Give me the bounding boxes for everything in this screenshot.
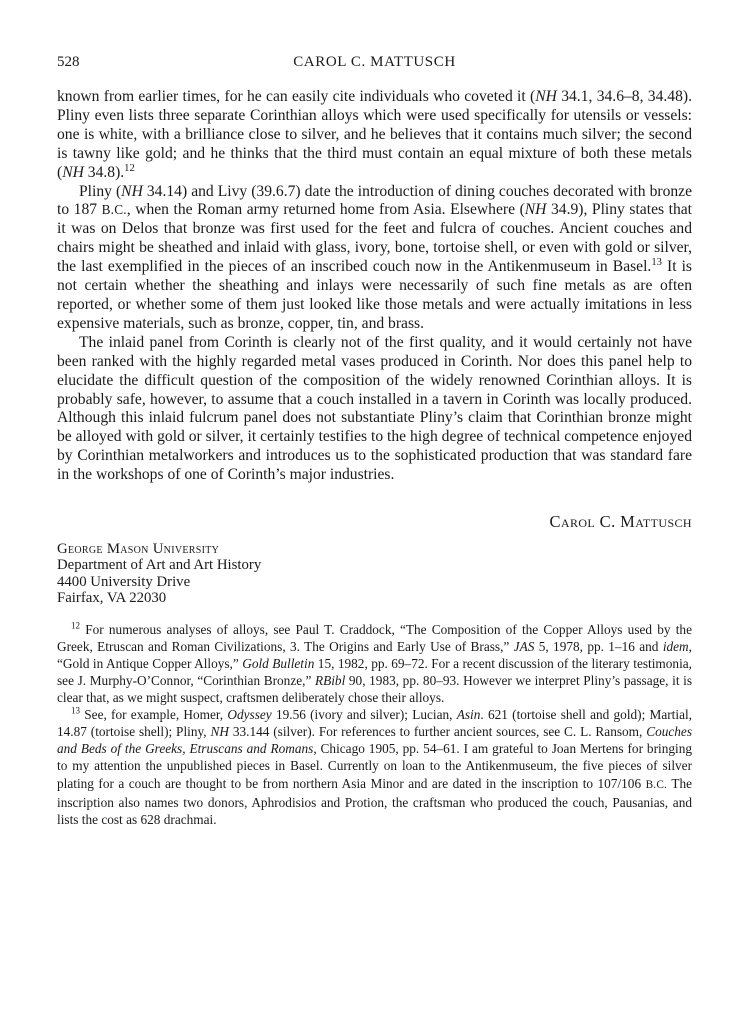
- text-run: idem: [662, 638, 689, 654]
- text-run: , when the Roman army returned home from Asia. Elsewhere (: [126, 201, 525, 219]
- body-paragraph-1: [57, 88, 692, 183]
- footnote-marker: 12: [71, 620, 81, 631]
- footnote-marker: 13: [651, 256, 662, 268]
- text-run: 90, 1983, pp. 80–93. However we interpret Pliny’s passage, it is clear that, as we might suspect, craftsmen deliberately chose their alloys.: [57, 672, 693, 706]
- text-run: For numerous analyses of alloys, see Paul T. Craddock, “The Composition of the Copper Alloys used by the Greek, Etruscan and Roman Civilizations, 3. The Origins and Early Use of Brass,”: [57, 621, 692, 654]
- text-run: See, for example, Homer,: [80, 707, 228, 723]
- text-run: 34.8).: [83, 163, 125, 181]
- text-run: Pliny (: [79, 182, 122, 200]
- text-run: 5, 1978, pp. 1–16 and: [534, 638, 663, 654]
- body-paragraph-3: [57, 334, 692, 485]
- text-run: 34.1, 34.6–8, 34.48). Pliny even lists three separate Corinthian alloys which were used specifically for utensils or vessels: one is white, with a brilliance close to silver, and he believes that it contains much silver; the second is tawny like gold; and he thinks that the third must contain an equal mixture of both these metals (: [57, 88, 692, 181]
- text-run: Gold Bulletin: [242, 655, 315, 671]
- text-run: , “Gold in Antique Copper Alloys,”: [57, 638, 692, 671]
- article-body: [57, 88, 692, 485]
- text-run: NH: [121, 182, 143, 200]
- text-run: 34.14) and Livy (39.6.7) date the introduction of dining couches decorated with bronze to 187: [57, 182, 693, 219]
- affiliation-institution: George Mason University: [57, 541, 220, 558]
- text-run: known from earlier times, for he can easily cite individuals who coveted it (: [57, 88, 536, 105]
- text-run: NH: [535, 88, 557, 105]
- text-run: , Chicago 1905, pp. 54–61. I am grateful to Joan Mertens for bringing to my attention the unpublished pieces in Basel. Currently on loan to the Antikenmuseum, the five pieces of silver plating for a couch are thought to be from northern Asia Minor and are dated in the inscription to 107/106: [57, 741, 692, 791]
- text-run: 33.144 (silver). For references to further ancient sources, see C. L. Ransom,: [228, 724, 647, 740]
- affiliation-city: Fairfax, VA 22030: [57, 590, 167, 607]
- affiliation-street: 4400 University Drive: [57, 573, 191, 590]
- text-run: JAS: [513, 638, 535, 654]
- affiliation-department: Department of Art and Art History: [57, 557, 262, 574]
- footnotes-section: [57, 621, 692, 828]
- text-run: 34.9), Pliny states that it was on Delos that bronze was first used for the feet and fulcra of couches. Ancient couches and chairs might be sheathed and inlaid with glass, ivory, bone, tortoise shell, or even with gold or silver, the last exemplified in the pieces of an inscribed couch now in the Antikenmuseum in Basel.: [57, 201, 692, 276]
- affiliation-block: [57, 541, 692, 607]
- text-run: Couches and Beds of the Greeks, Etruscans and Romans: [57, 724, 692, 757]
- text-run: The inlaid panel from Corinth is clearly not of the first quality, and it would certainly not have been ranked with the highly regarded metal vases produced in Corinth. Nor does this panel help to elucidate the difficult question of the composition of the widely renowned Corinthian alloys. It is probably safe, however, to assume that a couch installed in a tavern in Corinth was locally produced. Although this inlaid fulcrum panel does not substantiate Pliny’s claim that Corinthian bronze might be alloyed with gold or silver, it certainly testifies to the high degree of technical competence enjoyed by Corinthian metalworkers and introduces us to the sophisticated production that was standard fare in the workshops of one of Corinth’s major industries.: [57, 333, 692, 484]
- text-run: Asin: [456, 707, 481, 723]
- text-run: NH: [62, 163, 84, 181]
- page-header: [57, 54, 692, 73]
- footnote-marker: 13: [71, 705, 81, 716]
- page-number: 528: [57, 54, 80, 70]
- text-run: 15, 1982, pp. 69–72. For a recent discussion of the literary testimonia, see J. Murphy-O’Connor, “Corinthian Bronze,”: [57, 655, 692, 688]
- text-run: NH: [210, 724, 229, 740]
- text-run: RBibl: [314, 672, 346, 688]
- footnote-12: [57, 621, 692, 706]
- text-run: B.C.: [645, 778, 668, 791]
- text-run: . 621 (tortoise shell and gold); Martial, 14.87 (tortoise shell); Pliny,: [57, 707, 692, 740]
- text-run: B.C.: [101, 202, 127, 218]
- text-run: Odyssey: [227, 707, 272, 723]
- text-run: It is not certain whether the sheathing and inlays were necessarily of such fine metals as are often reported, or whether some of them just looked like those metals and were actually imitations in less expensive materials, such as bronze, copper, tin, and brass.: [57, 258, 692, 332]
- running-head: CAROL C. MATTUSCH: [293, 54, 456, 70]
- footnote-marker: 12: [124, 162, 135, 174]
- text-run: NH: [524, 201, 547, 219]
- text-run: 19.56 (ivory and silver); Lucian,: [271, 707, 457, 723]
- body-paragraph-2: [57, 183, 692, 334]
- footnote-13: [57, 706, 692, 828]
- author-signature: Carol C. Mattusch: [549, 512, 692, 532]
- text-run: The inscription also names two donors, Aphrodisios and Protion, the craftsman who produced the couch, Pausanias, and lists the cost as 628 drachmai.: [57, 775, 692, 827]
